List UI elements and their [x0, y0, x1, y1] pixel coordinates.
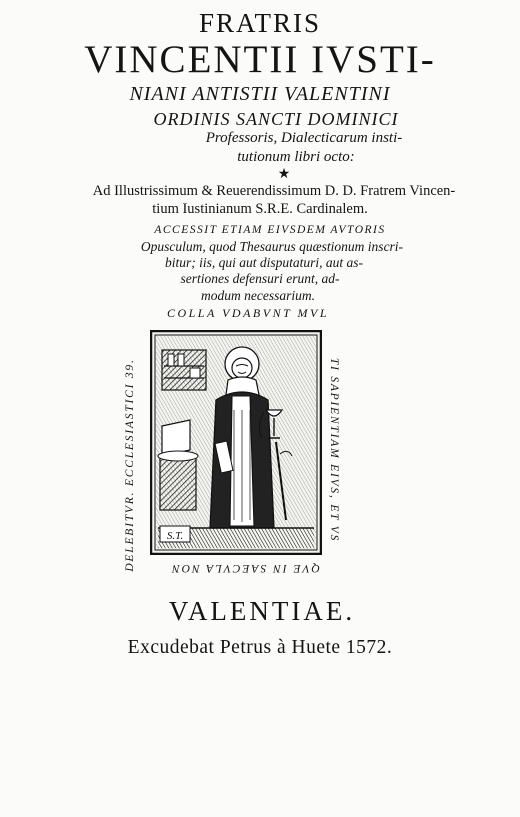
- woodcut-monogram: S.T.: [166, 530, 184, 542]
- accessit-line3: bitur; iis, qui aut disputaturi, aut as-: [164, 255, 364, 270]
- ornament-star: ★: [277, 167, 291, 182]
- title-author-name-cont: NIANI ANTISTII VALENTINI: [129, 83, 391, 105]
- accessit-line4: sertiones defensuri erunt, ad-: [180, 271, 340, 286]
- dedication-line1: Ad Illustrissimum & Reuerendissimum D. D. Fratrem Vincen-: [92, 183, 456, 199]
- title-author-name: VINCENTII IVSTI-: [84, 38, 436, 81]
- woodcut-frame-left-text: DELEBITVR. ECCLESIASTICI 39.: [124, 358, 136, 572]
- woodcut-frame-right-text: TI SAPIENTIAM EIVS, ET VS: [328, 357, 340, 543]
- imprint-place: VALENTIAE.: [168, 596, 356, 626]
- title-order: ORDINIS SANCTI DOMINICI: [153, 109, 399, 129]
- title-word-fratris: FRATRIS: [198, 8, 322, 38]
- title-work-line1: Professoris, Dialecticarum insti-: [205, 130, 403, 146]
- woodcut-frame-bottom-text: QVE IN SAECVLA NON: [170, 562, 320, 574]
- imprint-printer: Excudebat Petrus à Huete 1572.: [127, 637, 393, 658]
- saint-woodcut-illustration: [150, 330, 322, 555]
- accessit-line2: Opusculum, quod Thesaurus quæstionum inscri-: [140, 239, 404, 254]
- accessit-line5: modum necessarium.: [201, 288, 315, 303]
- accessit-line1: ACCESSIT ETIAM EIVSDEM AVTORIS: [154, 224, 386, 236]
- title-work-line2: tutionum libri octo:: [237, 149, 355, 165]
- dedication-line2: tium Iustinianum S.R.E. Cardinalem.: [152, 201, 368, 217]
- woodcut-frame-top-text: COLLA VDABVNT MVL: [166, 306, 330, 320]
